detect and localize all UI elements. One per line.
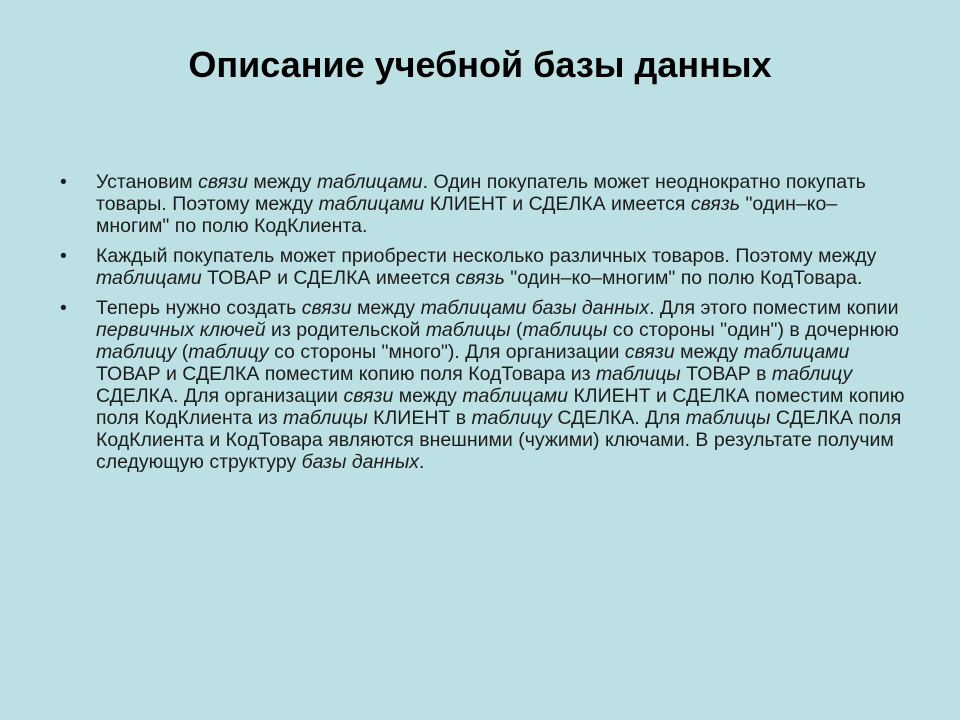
- text-segment: ТОВАР и СДЕЛКА поместим копию поля КодТовара из: [96, 363, 596, 385]
- text-segment: со стороны "один") в дочернюю: [607, 319, 899, 341]
- text-segment: "один–ко–многим" по полю КодТовара.: [504, 267, 863, 289]
- italic-term: связи: [624, 341, 675, 363]
- italic-term: таблицу: [188, 341, 269, 363]
- text-segment: Каждый покупатель может приобрести несколько различных товаров. Поэтому между: [96, 245, 877, 267]
- text-segment: КЛИЕНТ в: [367, 407, 472, 429]
- italic-term: таблицами базы данных: [420, 297, 650, 319]
- bullet-item: [60, 171, 910, 237]
- italic-term: базы данных: [301, 451, 420, 473]
- bullet-text: [96, 297, 905, 473]
- bullet-list: [60, 171, 910, 481]
- text-segment: между: [247, 171, 317, 193]
- italic-term: таблицы: [522, 319, 608, 341]
- text-segment: ТОВАР и СДЕЛКА имеется: [201, 267, 456, 289]
- text-segment: . Один покупатель может неоднократно покупать товары. Поэтому между: [96, 171, 866, 215]
- text-segment: .: [419, 451, 425, 473]
- italic-term: таблицами: [743, 341, 850, 363]
- italic-term: таблицу: [771, 363, 853, 385]
- italic-term: таблицы: [282, 407, 368, 429]
- bullet-marker: •: [60, 245, 67, 267]
- text-segment: между: [351, 297, 421, 319]
- text-segment: между: [674, 341, 744, 363]
- text-segment: СДЕЛКА. Для: [551, 407, 686, 429]
- text-segment: ТОВАР в: [680, 363, 772, 385]
- italic-term: таблицы: [685, 407, 771, 429]
- italic-term: связь: [690, 193, 741, 215]
- italic-term: таблицу: [471, 407, 552, 429]
- italic-term: таблицы: [425, 319, 511, 341]
- italic-term: связь: [455, 267, 505, 289]
- text-segment: Теперь нужно создать: [96, 297, 302, 319]
- italic-term: первичных ключей: [96, 319, 266, 341]
- text-segment: Установим: [96, 171, 199, 193]
- text-segment: (: [510, 319, 523, 341]
- italic-term: связи: [198, 171, 248, 193]
- bullet-item: [60, 297, 910, 473]
- bullet-text: [96, 171, 866, 237]
- text-segment: . Для этого поместим копии: [649, 297, 899, 319]
- text-segment: "один–ко–многим" по полю КодКлиента.: [96, 193, 838, 237]
- italic-term: таблицами: [318, 193, 425, 215]
- bullet-marker: •: [60, 297, 67, 319]
- italic-term: таблицами: [462, 385, 569, 407]
- bullet-text: [96, 245, 876, 289]
- italic-term: связи: [301, 297, 352, 319]
- text-segment: со стороны "много"). Для организации: [268, 341, 625, 363]
- text-segment: СДЕЛКА поля КодКлиента и КодТовара являются внешними (чужими) ключами. В результате получим следующую структуру: [96, 407, 902, 473]
- slide-title: Описание учебной базы данных: [188, 44, 772, 85]
- text-segment: из родительской: [265, 319, 426, 341]
- text-segment: (: [176, 341, 189, 363]
- italic-term: таблицами: [316, 171, 423, 193]
- text-segment: КЛИЕНТ и СДЕЛКА поместим копию поля КодКлиента из: [96, 385, 905, 429]
- text-segment: СДЕЛКА. Для организации: [96, 385, 344, 407]
- italic-term: таблицами: [96, 267, 202, 289]
- bullet-marker: •: [60, 171, 67, 193]
- text-segment: между: [393, 385, 463, 407]
- italic-term: таблицу: [96, 341, 177, 363]
- bullet-item: [60, 245, 910, 289]
- italic-term: связи: [343, 385, 394, 407]
- italic-term: таблицы: [595, 363, 681, 385]
- text-segment: КЛИЕНТ и СДЕЛКА имеется: [424, 193, 691, 215]
